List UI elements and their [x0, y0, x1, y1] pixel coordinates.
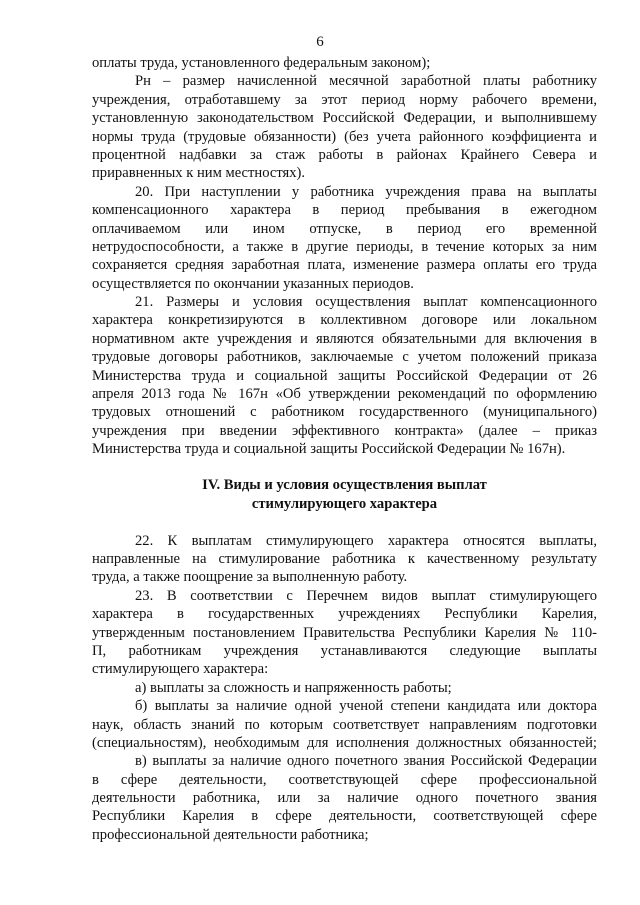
paragraph-line: 22. К выплатам стимулирующего характера относятся выплаты,	[135, 532, 597, 549]
paragraph-p-b	[92, 697, 597, 752]
text-block-before-heading	[92, 54, 597, 459]
paragraph-line: б) выплаты за наличие одной ученой степени кандидата или доктора	[135, 698, 597, 715]
paragraph-line: труда, а также поощрение за выполненную работу.	[92, 569, 408, 586]
paragraph-p-cont	[92, 54, 597, 72]
paragraph-line: компенсационного характера в период пребывания в ежегодном	[92, 202, 597, 219]
paragraph-line: 21. Размеры и условия осуществления выплат компенсационного	[135, 294, 597, 311]
paragraph-line: а) выплаты за сложность и напряженность работы;	[135, 679, 452, 696]
text-block-after-heading	[92, 532, 597, 845]
paragraph-line: учреждения, отработавшему за этот период норму рабочего времени,	[92, 91, 597, 108]
paragraph-line: процентной надбавки за стаж работы в районах Крайнего Севера и	[92, 146, 597, 163]
paragraph-line: Министерства труда и социальной защиты Российской Федерации от 26	[92, 367, 597, 384]
paragraph-p-rn	[92, 72, 597, 182]
paragraph-line: нетрудоспособности, а также в другие периоды, в течение которых за ним	[92, 238, 597, 255]
paragraph-p-v	[92, 752, 597, 844]
section-heading-line-2: стимулирующего характера	[251, 495, 438, 512]
paragraph-line: характера конкретизируются в коллективном договоре или локальном	[92, 312, 597, 329]
paragraph-line: нормы труда (трудовые обязанности) (без учета районного коэффициента и	[92, 128, 597, 145]
paragraph-line: апреля 2013 года № 167н «Об утверждении рекомендаций по оформлению	[92, 386, 597, 403]
paragraph-line: оплачиваемом или ином отпуске, в период его временной	[92, 220, 597, 237]
paragraph-p-23	[92, 587, 597, 679]
paragraph-line: профессиональной деятельности работника;	[92, 826, 369, 843]
paragraph-line: сохраняется средняя заработная плата, изменение размера оплаты его труда	[92, 257, 597, 274]
paragraph-line: трудовых отношений с работником государственного (муниципального)	[92, 404, 597, 421]
paragraph-p-22	[92, 532, 597, 587]
paragraph-line: (специальностям), необходимым для исполнения должностных обязанностей;	[92, 734, 597, 751]
document-body	[92, 54, 597, 844]
paragraph-line: характера в государственных учреждениях Республики Карелия,	[92, 606, 597, 623]
paragraph-line: П, работникам учреждения устанавливаются следующие выплаты	[92, 642, 597, 659]
section-heading-line-1: IV. Виды и условия осуществления выплат	[202, 476, 487, 493]
page-number: 6	[316, 34, 324, 50]
paragraph-line: 20. При наступлении у работника учреждения права на выплаты	[135, 183, 597, 200]
paragraph-line: утвержденным постановлением Правительства Республики Карелия № 110-	[92, 624, 597, 641]
paragraph-line: наук, область знаний по которым соответствует направлениям подготовки	[92, 716, 597, 733]
paragraph-line: приравненных к ним местностях).	[92, 165, 306, 182]
paragraph-line: Министерства труда и социальной защиты Российской Федерации № 167н).	[92, 441, 566, 458]
paragraph-line: деятельности работника, или за наличие одного почетного звания	[92, 790, 597, 807]
paragraph-line: в сфере деятельности, соответствующей сфере профессиональной	[92, 771, 597, 788]
paragraph-p-20	[92, 183, 597, 293]
paragraph-line: учреждения при введении эффективного контракта» (далее – приказ	[92, 422, 597, 439]
paragraph-line: Республики Карелия в сфере деятельности, соответствующей сфере	[92, 808, 597, 825]
paragraph-line: нормативном акте учреждения и являются обязательными для включения в	[92, 330, 597, 347]
paragraph-line: оплаты труда, установленного федеральным законом);	[92, 55, 431, 71]
paragraph-line: в) выплаты за наличие одного почетного звания Российской Федерации	[135, 753, 597, 770]
paragraph-line: трудовые договоры работников, заключаемые с учетом положений приказа	[92, 349, 597, 366]
paragraph-line: стимулирующего характера:	[92, 661, 269, 678]
paragraph-p-a	[92, 679, 597, 697]
paragraph-line: установленную законодательством Российской Федерации, и выполнившему	[92, 110, 597, 127]
section-heading	[92, 476, 597, 514]
paragraph-line: 23. В соответствии с Перечнем видов выплат стимулирующего	[135, 587, 597, 604]
paragraph-line: осуществляется по окончании указанных периодов.	[92, 275, 414, 292]
paragraph-line: Рн – размер начисленной месячной заработной платы работнику	[135, 73, 597, 90]
paragraph-line: направленные на стимулирование работника к качественному результату	[92, 550, 597, 567]
paragraph-p-21	[92, 293, 597, 459]
